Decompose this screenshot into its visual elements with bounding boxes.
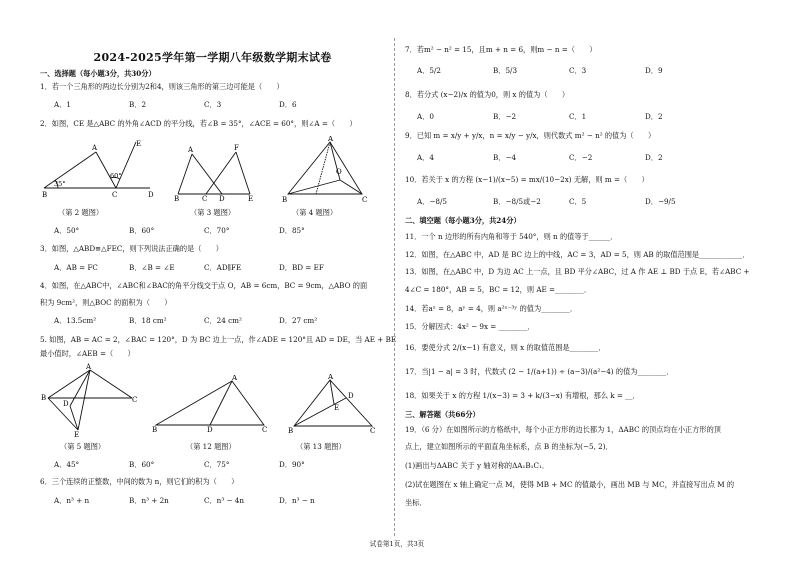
q1-option-d[interactable]: D．6 bbox=[279, 100, 297, 109]
fig2-angle-60: 60° bbox=[110, 172, 122, 180]
q10-option-b[interactable]: B．−8/5或−2 bbox=[493, 197, 541, 206]
question-13-line1: 13．如图，在△ABC 中，D 为边 AC 上一点，且 BD 平分∠ABC，过 A 作 AE ⊥ BD 于点 E，若∠ABC + bbox=[405, 267, 750, 276]
q4-option-a[interactable]: A．13.5cm² bbox=[54, 316, 97, 325]
fig5-label-e: E bbox=[74, 431, 80, 438]
q7-option-a[interactable]: A．5/2 bbox=[417, 66, 441, 75]
fig13-label-c: C bbox=[370, 427, 376, 434]
q10-option-a[interactable]: A．−8/5 bbox=[417, 197, 447, 206]
fig3-label-b: B bbox=[174, 195, 180, 202]
question-12: 12．如图，在△ABC 中，AD 是 BC 边上的中线，AC = 3，AD = 5，则 AB 的取值范围是____________． bbox=[405, 250, 750, 259]
fig13-label-d: D bbox=[348, 392, 354, 400]
question-2-options bbox=[54, 226, 354, 236]
caption-q12: （第 12 题图） bbox=[186, 442, 236, 451]
q3-option-b[interactable]: B．∠B = ∠E bbox=[129, 263, 175, 272]
fig3-label-e: E bbox=[248, 195, 254, 202]
q6-option-d[interactable]: D．n³ − n bbox=[279, 496, 315, 505]
question-8: 8．若分式 (x−2)/x 的值为0，则 x 的值为（ ） bbox=[405, 90, 570, 99]
q9-option-d[interactable]: D．2 bbox=[645, 153, 663, 162]
question-13-line2: 4∠C = 180°，AB = 5，BC = 12，则 AE =________． bbox=[405, 285, 592, 294]
question-14: 14．若aˣ = 8，aʸ = 4，则 a²ˣ⁻³ʸ 的值为________． bbox=[405, 304, 578, 313]
question-8-options bbox=[417, 112, 721, 122]
fig13-label-b: B bbox=[288, 427, 294, 434]
section-answer-heading: 三、解答题（共66分） bbox=[405, 410, 480, 419]
fig5-label-d: D bbox=[63, 400, 69, 408]
question-15: 15．分解因式：4x² − 9x = ________． bbox=[405, 322, 535, 331]
q1-option-c[interactable]: C．3 bbox=[204, 100, 222, 109]
question-1-options bbox=[54, 100, 354, 110]
caption-q4: （第 4 题图） bbox=[292, 208, 338, 217]
q2-option-b[interactable]: B．60° bbox=[129, 226, 155, 235]
fig5-label-c: C bbox=[132, 396, 138, 404]
q7-option-d[interactable]: D．9 bbox=[645, 66, 663, 75]
q8-option-b[interactable]: B．−2 bbox=[493, 112, 517, 121]
q4-option-b[interactable]: B．18 cm² bbox=[129, 316, 167, 325]
fig2-line-ac bbox=[96, 152, 116, 188]
q7-option-c[interactable]: C．3 bbox=[569, 66, 587, 75]
figure-q4 bbox=[278, 136, 378, 204]
question-4-options bbox=[54, 316, 354, 326]
fig2-label-e: E bbox=[136, 140, 142, 148]
figure-q13 bbox=[288, 374, 378, 434]
q1-option-a[interactable]: A．1 bbox=[54, 100, 71, 109]
fig5-label-b: B bbox=[41, 394, 47, 402]
fig2-line-ce bbox=[116, 142, 136, 188]
figure-q3 bbox=[172, 142, 272, 202]
fig5-label-a: A bbox=[86, 363, 92, 371]
fig2-label-b: B bbox=[42, 191, 48, 199]
page-footer: 试卷第1页，共3页 bbox=[369, 540, 425, 548]
question-10-options bbox=[417, 197, 721, 207]
q7-option-b[interactable]: B．5/3 bbox=[493, 66, 518, 75]
question-4-line2: 积为 9cm²，则△BOC 的面积为（ ） bbox=[40, 298, 172, 307]
figure-q5 bbox=[40, 362, 140, 438]
q9-option-a[interactable]: A．4 bbox=[417, 153, 434, 162]
fig2-angle-35: 35° bbox=[54, 180, 66, 188]
fig4-label-a: A bbox=[328, 136, 334, 143]
question-3: 3．如图，△ABD≌△FEC，则下列说法正确的是（ ） bbox=[40, 244, 223, 253]
question-7-options bbox=[417, 66, 721, 76]
fig4-label-c: C bbox=[362, 196, 368, 204]
question-16: 16．要使分式 2/(x−1) 有意义，则 x 的取值范围是________． bbox=[405, 343, 606, 352]
question-5-line1: 5. 如图，AB = AC = 2，∠BAC = 120°，D 为 BC 边上一点，作∠ADE = 120°且 AD = DE，当 AE + BE bbox=[40, 335, 397, 344]
section-choice-heading: 一、选择题（每小题3分，共30分） bbox=[40, 69, 156, 78]
q2-option-a[interactable]: A．50° bbox=[54, 226, 80, 235]
caption-q5: （第 5 题图） bbox=[60, 442, 106, 451]
question-10: 10．若关于 x 的方程 (x−1)/(x−5) = mx/(10−2x) 无解，则 m =（ ） bbox=[405, 175, 649, 184]
question-17: 17．当|1 − a| = 3 时，代数式 (2 − 1/(a+1)) ÷ (a−3)/(a²−4) 的值为________． bbox=[405, 367, 674, 376]
q5-option-a[interactable]: A．45° bbox=[54, 460, 80, 469]
question-19-part1: (1)画出与ΔABC 关于 y 轴对称的ΔA₁B₁C₁． bbox=[405, 461, 550, 470]
question-6-options bbox=[54, 496, 354, 506]
fig12-label-a: A bbox=[232, 375, 238, 382]
question-6: 6．三个连续的正整数，中间的数为 n，则它们的积为（ ） bbox=[40, 477, 239, 486]
q1-option-b[interactable]: B．2 bbox=[129, 100, 147, 109]
q5-option-d[interactable]: D．90° bbox=[279, 460, 305, 469]
question-11: 11．一个 n 边形的所有内角和等于 540°，则 n 的值等于______． bbox=[405, 232, 618, 241]
fig12-label-c: C bbox=[262, 426, 268, 433]
q3-option-a[interactable]: A．AB = FC bbox=[54, 263, 98, 272]
question-1: 1．若一个三角形的两边长分别为2和4，则该三角形的第三边可能是（ ） bbox=[40, 82, 284, 91]
q6-option-a[interactable]: A．n³ + n bbox=[54, 496, 90, 505]
q6-option-c[interactable]: C．n³ − 4n bbox=[204, 496, 244, 505]
question-3-options bbox=[54, 263, 354, 273]
question-9: 9．已知 m = x/y + y/x，n = x/y − y/x，则代数式 m² − n² 的值为（ ） bbox=[405, 131, 656, 140]
fig13-label-a: A bbox=[328, 374, 334, 381]
fig12-label-b: B bbox=[152, 426, 158, 433]
q4-option-d[interactable]: D．27 cm² bbox=[279, 316, 318, 325]
caption-q13: （第 13 题图） bbox=[296, 442, 346, 451]
q3-option-c[interactable]: C．AD∥FE bbox=[204, 263, 242, 272]
right-column bbox=[405, 0, 761, 561]
question-2: 2．如图，CE 是△ABC 的外角∠ACD 的平分线，若∠B = 35°，∠ACE = 60°，则∠A =（ ） bbox=[40, 119, 357, 128]
fig2-label-a: A bbox=[92, 144, 98, 152]
question-19-line2: 点上，建立如图所示的平面直角坐标系，点 B 的坐标为(−5, 2)． bbox=[405, 442, 613, 451]
question-18: 18．如果关于 x 的方程 1/(x−3) = 3 + k/(3−x) 有增根，那么 k = __． bbox=[405, 391, 640, 400]
fig4-label-o: O bbox=[336, 168, 342, 176]
q2-option-d[interactable]: D．85° bbox=[279, 226, 305, 235]
q2-option-c[interactable]: C．70° bbox=[204, 226, 230, 235]
column-divider bbox=[394, 38, 395, 536]
q10-option-d[interactable]: D．−9/5 bbox=[645, 197, 676, 206]
fig3-label-d: D bbox=[219, 195, 225, 202]
fig12-label-d: D bbox=[207, 426, 213, 433]
figure-q12 bbox=[152, 375, 272, 433]
fig13-label-e: E bbox=[334, 404, 340, 412]
question-5-options bbox=[54, 460, 354, 470]
q8-option-d[interactable]: D．2 bbox=[645, 112, 663, 121]
fig2-label-c: C bbox=[112, 191, 118, 199]
fig4-label-b: B bbox=[282, 196, 288, 204]
question-4-line1: 4．如图，在△ABC中，∠ABC和∠BAC的角平分线交于点 O，AB = 6cm，BC = 9cm，△ABO 的面 bbox=[40, 281, 368, 290]
fig2-label-d: D bbox=[148, 191, 154, 199]
fig3-label-f: F bbox=[234, 144, 239, 152]
q5-option-c[interactable]: C．75° bbox=[204, 460, 230, 469]
page-title: 2024-2025学年第一学期八年级数学期末试卷 bbox=[93, 51, 332, 64]
figure-q2 bbox=[40, 138, 160, 200]
q6-option-b[interactable]: B．n³ + 2n bbox=[129, 496, 169, 505]
fig3-label-a: A bbox=[188, 146, 194, 154]
question-9-options bbox=[417, 153, 721, 163]
fig2-line-ba bbox=[44, 152, 96, 188]
caption-q3: （第 3 题图） bbox=[190, 208, 236, 217]
caption-q2: （第 2 题图） bbox=[58, 208, 104, 217]
question-19-line1: 19．（6 分）在如图所示的方格纸中，每个小正方形的边长都为 1，ΔABC 的顶点均在小正方形的顶 bbox=[405, 425, 721, 434]
fig3-label-c: C bbox=[202, 195, 208, 202]
question-5-line2: 最小值时，∠AEB =（ ） bbox=[40, 349, 135, 358]
question-19-part2: (2)试在题图在 x 轴上确定一点 M，使得 MB + MC 的值最小，画出 MB 与 MC，并直接写出点 M 的 bbox=[405, 480, 735, 489]
q3-option-d[interactable]: D．BD = EF bbox=[279, 263, 324, 272]
q9-option-c[interactable]: C．−2 bbox=[569, 153, 593, 162]
section-fill-heading: 二、填空题（每小题3分，共24分） bbox=[405, 216, 521, 225]
q10-option-c[interactable]: C．5 bbox=[569, 197, 587, 206]
q8-option-a[interactable]: A．0 bbox=[417, 112, 434, 121]
q8-option-c[interactable]: C．1 bbox=[569, 112, 587, 121]
question-7: 7．若m² − n² = 15，且m + n = 6，则m − n =（ ） bbox=[405, 45, 597, 54]
q5-option-b[interactable]: B．60° bbox=[129, 460, 155, 469]
question-19-part2-cont: 坐标． bbox=[405, 498, 427, 507]
q9-option-b[interactable]: B．−4 bbox=[493, 153, 517, 162]
q4-option-c[interactable]: C．24 cm² bbox=[204, 316, 242, 325]
